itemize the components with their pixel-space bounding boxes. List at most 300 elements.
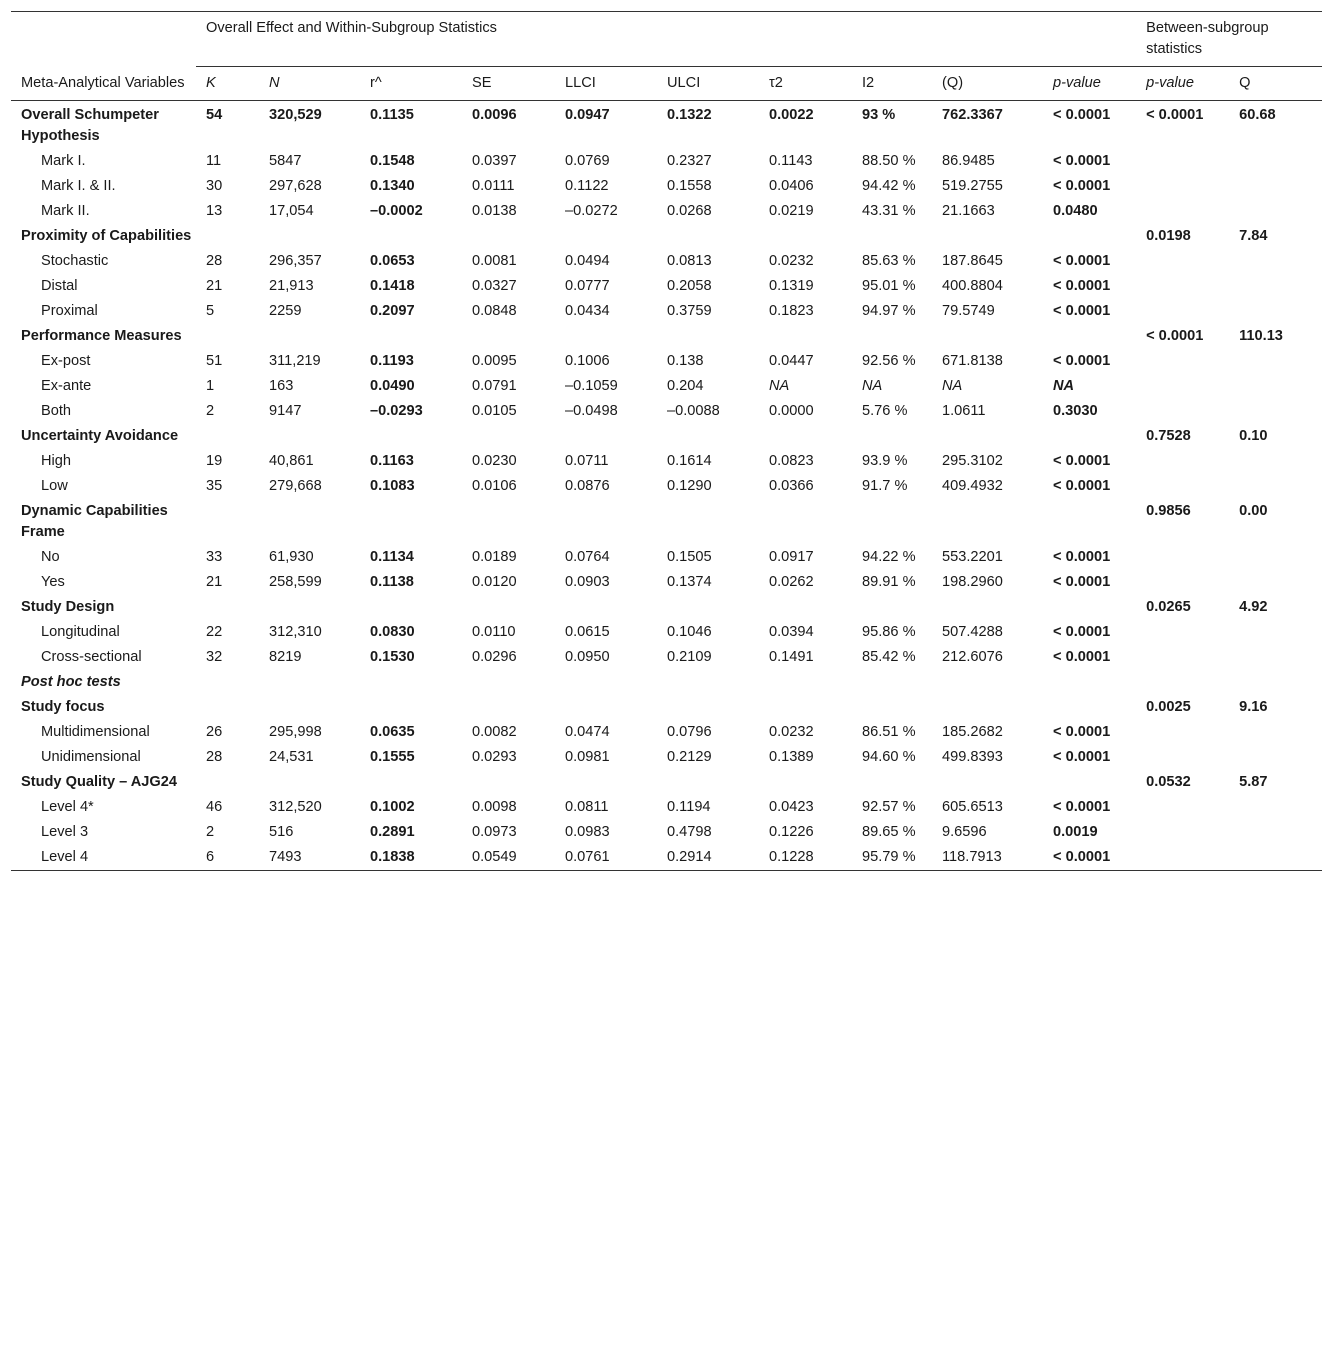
group-label: Overall Schumpeter Hypothesis — [21, 107, 159, 144]
cell-se: 0.0327 — [472, 278, 517, 294]
cell-q: 409.4932 — [942, 478, 1003, 494]
cell-bq — [1229, 199, 1322, 224]
cell-tau: 0.0232 — [769, 724, 814, 740]
cell-tau: 0.0366 — [769, 478, 814, 494]
cell-se: 0.0397 — [472, 153, 517, 169]
cell-k: 22 — [206, 624, 223, 640]
cell-llci: 0.0950 — [565, 649, 610, 665]
cell-se: 0.0106 — [472, 478, 517, 494]
cell-llci: 0.0761 — [565, 849, 610, 865]
cell-se: 0.0098 — [472, 799, 517, 815]
col-variables: Meta-Analytical Variables — [11, 67, 196, 101]
subgroup-label: No — [41, 549, 60, 565]
cell-tau — [759, 695, 852, 720]
cell-bp — [1136, 149, 1229, 174]
cell-tau — [759, 499, 852, 545]
cell-ulci — [657, 499, 759, 545]
cell-bq: 110.13 — [1239, 328, 1283, 344]
cell-p: < 0.0001 — [1053, 153, 1111, 169]
cell-p: < 0.0001 — [1053, 624, 1111, 640]
cell-p: < 0.0001 — [1053, 453, 1111, 469]
table-row — [11, 274, 1322, 299]
cell-r: –0.0002 — [370, 203, 423, 219]
cell-i2: 88.50 % — [862, 153, 916, 169]
cell-n: 311,219 — [269, 353, 321, 369]
cell-se: 0.0120 — [472, 574, 517, 590]
table-row — [11, 545, 1322, 570]
cell-r: 0.0490 — [370, 378, 415, 394]
table-row — [11, 595, 1322, 620]
group-label: Uncertainty Avoidance — [21, 428, 179, 444]
cell-k: 26 — [206, 724, 223, 740]
cell-llci: 0.0983 — [565, 824, 610, 840]
cell-tau: 0.0232 — [769, 253, 814, 269]
cell-i2: 89.91 % — [862, 574, 916, 590]
cell-q: 198.2960 — [942, 574, 1003, 590]
cell-r: 0.1555 — [370, 749, 415, 765]
col-llci: LLCI — [555, 67, 657, 101]
cell-n: 320,529 — [269, 107, 322, 123]
cell-i2: 86.51 % — [862, 724, 916, 740]
cell-bq — [1229, 299, 1322, 324]
cell-bp: 0.9856 — [1146, 503, 1191, 519]
table-row — [11, 845, 1322, 871]
cell-k — [196, 424, 259, 449]
cell-tau: 0.1491 — [769, 649, 814, 665]
cell-i2: 93.9 % — [862, 453, 908, 469]
cell-q: 499.8393 — [942, 749, 1003, 765]
cell-i2: 85.63 % — [862, 253, 916, 269]
cell-q: 185.2682 — [942, 724, 1003, 740]
cell-bp: < 0.0001 — [1146, 328, 1204, 344]
cell-tau — [759, 324, 852, 349]
cell-n — [259, 324, 360, 349]
col-ulci: ULCI — [657, 67, 759, 101]
cell-ulci: 0.0268 — [667, 203, 712, 219]
cell-q: 187.8645 — [942, 253, 1003, 269]
cell-n: 21,913 — [269, 278, 314, 294]
subgroup-label: Longitudinal — [41, 624, 120, 640]
table-body — [11, 101, 1322, 871]
cell-r — [360, 695, 462, 720]
table-row — [11, 424, 1322, 449]
table-row — [11, 770, 1322, 795]
cell-i2 — [852, 424, 932, 449]
cell-bp — [1136, 570, 1229, 595]
cell-k: 21 — [206, 278, 223, 294]
cell-q: 671.8138 — [942, 353, 1003, 369]
cell-bp — [1136, 820, 1229, 845]
cell-bq — [1229, 349, 1322, 374]
cell-p: < 0.0001 — [1053, 649, 1111, 665]
cell-p: 0.3030 — [1053, 403, 1098, 419]
cell-bp — [1136, 545, 1229, 570]
cell-bq — [1229, 570, 1322, 595]
cell-i2: 92.57 % — [862, 799, 916, 815]
subgroup-label: Level 4 — [41, 849, 89, 865]
cell-bp — [1136, 299, 1229, 324]
cell-ulci: 0.138 — [667, 353, 704, 369]
cell-q — [932, 324, 1043, 349]
cell-r: 0.1002 — [370, 799, 415, 815]
cell-ulci: 0.1614 — [667, 453, 712, 469]
table-row — [11, 670, 1322, 695]
cell-llci — [555, 424, 657, 449]
cell-se — [462, 695, 555, 720]
cell-p: < 0.0001 — [1053, 799, 1111, 815]
col-i2: I2 — [852, 67, 932, 101]
cell-ulci: 0.1290 — [667, 478, 712, 494]
cell-p: < 0.0001 — [1053, 574, 1111, 590]
cell-bp — [1136, 845, 1229, 871]
cell-bp: 0.0025 — [1146, 699, 1191, 715]
cell-k — [196, 324, 259, 349]
cell-ulci: 0.0796 — [667, 724, 712, 740]
cell-i2: 94.60 % — [862, 749, 916, 765]
cell-r: 0.1340 — [370, 178, 415, 194]
cell-tau: 0.0917 — [769, 549, 814, 565]
cell-ulci: 0.2129 — [667, 749, 712, 765]
cell-k: 2 — [206, 403, 215, 419]
subgroup-label: Level 4* — [41, 799, 94, 815]
subgroup-label: Stochastic — [41, 253, 109, 269]
table-row — [11, 720, 1322, 745]
cell-bp — [1136, 720, 1229, 745]
cell-p: < 0.0001 — [1053, 303, 1111, 319]
cell-se: 0.0973 — [472, 824, 517, 840]
cell-k: 28 — [206, 749, 223, 765]
cell-bq — [1229, 399, 1322, 424]
subgroup-label: Low — [41, 478, 68, 494]
cell-llci: –0.1059 — [565, 378, 618, 394]
cell-k: 33 — [206, 549, 223, 565]
cell-p: < 0.0001 — [1053, 724, 1111, 740]
cell-se: 0.0095 — [472, 353, 517, 369]
cell-tau — [759, 424, 852, 449]
cell-se: 0.0081 — [472, 253, 517, 269]
cell-se: 0.0848 — [472, 303, 517, 319]
cell-tau: 0.0000 — [769, 403, 814, 419]
cell-q: 1.0611 — [942, 403, 986, 419]
cell-bp: 0.0265 — [1146, 599, 1191, 615]
cell-n — [259, 770, 360, 795]
cell-n — [259, 424, 360, 449]
group-label: Performance Measures — [21, 328, 182, 344]
col-between-p-value: p-value — [1136, 67, 1229, 101]
cell-k: 21 — [206, 574, 223, 590]
posthoc-label: Post hoc tests — [21, 674, 121, 690]
cell-bq — [1229, 149, 1322, 174]
cell-p: < 0.0001 — [1053, 353, 1111, 369]
cell-r: 0.2097 — [370, 303, 415, 319]
cell-k — [196, 595, 259, 620]
cell-n: 8219 — [269, 649, 302, 665]
subgroup-label: Both — [41, 403, 72, 419]
cell-q — [932, 695, 1043, 720]
cell-tau: 0.1228 — [769, 849, 814, 865]
cell-bq — [1229, 174, 1322, 199]
cell-q: 605.6513 — [942, 799, 1003, 815]
cell-k: 2 — [206, 824, 215, 840]
cell-se: 0.0138 — [472, 203, 517, 219]
cell-bp — [1136, 349, 1229, 374]
cell-r: 0.1530 — [370, 649, 415, 665]
cell-i2: 92.56 % — [862, 353, 916, 369]
cell-bp — [1136, 199, 1229, 224]
cell-llci: 0.0764 — [565, 549, 610, 565]
table-row — [11, 620, 1322, 645]
table-row — [11, 499, 1322, 545]
cell-ulci — [657, 595, 759, 620]
cell-bq: 4.92 — [1239, 599, 1268, 615]
cell-ulci: 0.204 — [667, 378, 704, 394]
col-se: SE — [462, 67, 555, 101]
cell-se: 0.0293 — [472, 749, 517, 765]
cell-tau — [759, 770, 852, 795]
cell-tau: 0.1823 — [769, 303, 814, 319]
cell-se: 0.0082 — [472, 724, 517, 740]
table-row — [11, 299, 1322, 324]
cell-ulci: 0.2109 — [667, 649, 712, 665]
cell-r: 0.1163 — [370, 453, 414, 469]
col-p-value: p-value — [1043, 67, 1136, 101]
cell-se: 0.0189 — [472, 549, 517, 565]
cell-n: 7493 — [269, 849, 302, 865]
cell-n: 17,054 — [269, 203, 314, 219]
cell-r — [360, 224, 462, 249]
cell-ulci: 0.3759 — [667, 303, 712, 319]
header-column-row — [11, 67, 1322, 101]
cell-se: 0.0296 — [472, 649, 517, 665]
cell-llci: 0.1006 — [565, 353, 610, 369]
cell-tau: 0.1143 — [769, 153, 813, 169]
cell-p — [1043, 224, 1136, 249]
cell-tau: 0.0394 — [769, 624, 814, 640]
cell-bq: 60.68 — [1239, 107, 1276, 123]
cell-n — [259, 595, 360, 620]
cell-k — [196, 695, 259, 720]
cell-se — [462, 424, 555, 449]
cell-r: 0.1138 — [370, 574, 414, 590]
cell-p: 0.0019 — [1053, 824, 1098, 840]
cell-q: 9.6596 — [942, 824, 987, 840]
cell-bq — [1229, 820, 1322, 845]
cell-se: 0.0791 — [472, 378, 517, 394]
cell-ulci — [657, 324, 759, 349]
cell-q: 118.7913 — [942, 849, 1002, 865]
cell-i2 — [852, 499, 932, 545]
cell-bp — [1136, 620, 1229, 645]
cell-ulci: 0.1322 — [667, 107, 712, 123]
cell-ulci: 0.4798 — [667, 824, 712, 840]
cell-tau: 0.0823 — [769, 453, 814, 469]
cell-n: 279,668 — [269, 478, 322, 494]
cell-p — [1043, 499, 1136, 545]
cell-i2: 94.22 % — [862, 549, 916, 565]
cell-tau: 0.0447 — [769, 353, 814, 369]
subgroup-label: Proximal — [41, 303, 98, 319]
cell-q: NA — [942, 378, 963, 394]
cell-bq — [1229, 720, 1322, 745]
cell-r: 0.0635 — [370, 724, 415, 740]
cell-ulci — [657, 695, 759, 720]
cell-bq — [1229, 795, 1322, 820]
cell-ulci: 0.1374 — [667, 574, 712, 590]
col-q: (Q) — [932, 67, 1043, 101]
cell-q — [932, 770, 1043, 795]
cell-i2 — [852, 324, 932, 349]
cell-p: < 0.0001 — [1053, 107, 1111, 123]
cell-bp — [1136, 174, 1229, 199]
cell-i2: 91.7 % — [862, 478, 908, 494]
cell-i2: 93 % — [862, 107, 896, 123]
cell-bq — [1229, 474, 1322, 499]
cell-llci — [555, 770, 657, 795]
cell-i2: 85.42 % — [862, 649, 916, 665]
table-row — [11, 795, 1322, 820]
cell-se: 0.0105 — [472, 403, 517, 419]
cell-ulci — [657, 224, 759, 249]
cell-bq — [1229, 374, 1322, 399]
cell-n: 295,998 — [269, 724, 322, 740]
cell-tau: 0.1389 — [769, 749, 814, 765]
cell-se: 0.0110 — [472, 624, 516, 640]
cell-llci: 0.1122 — [565, 178, 609, 194]
cell-p: NA — [1053, 378, 1075, 394]
cell-ulci — [657, 770, 759, 795]
cell-r: 0.1193 — [370, 353, 414, 369]
cell-llci — [555, 324, 657, 349]
cell-ulci: 0.2327 — [667, 153, 712, 169]
table-row — [11, 349, 1322, 374]
header-group-row — [11, 12, 1322, 67]
subgroup-label: Ex-post — [41, 353, 91, 369]
cell-i2 — [852, 695, 932, 720]
cell-bq: 7.84 — [1239, 228, 1268, 244]
cell-ulci: 0.1505 — [667, 549, 712, 565]
cell-tau — [759, 595, 852, 620]
cell-r: –0.0293 — [370, 403, 423, 419]
cell-q — [932, 224, 1043, 249]
header-group-between: Between-subgroup statistics — [1146, 20, 1269, 57]
cell-i2: 95.86 % — [862, 624, 916, 640]
cell-p: < 0.0001 — [1053, 478, 1111, 494]
cell-r — [360, 424, 462, 449]
cell-r: 0.0653 — [370, 253, 415, 269]
col-k: K — [196, 67, 259, 101]
table-row — [11, 695, 1322, 720]
cell-k: 46 — [206, 799, 223, 815]
cell-r: 0.0830 — [370, 624, 415, 640]
table-row — [11, 149, 1322, 174]
cell-i2 — [852, 224, 932, 249]
cell-tau: 0.0262 — [769, 574, 814, 590]
cell-q — [932, 499, 1043, 545]
cell-bq: 0.10 — [1239, 428, 1268, 444]
table-row — [11, 570, 1322, 595]
cell-p — [1043, 770, 1136, 795]
cell-n: 312,310 — [269, 624, 322, 640]
cell-bp — [1136, 274, 1229, 299]
cell-r: 0.1135 — [370, 107, 414, 123]
cell-i2: 89.65 % — [862, 824, 916, 840]
cell-ulci: –0.0088 — [667, 403, 720, 419]
subgroup-label: Unidimensional — [41, 749, 141, 765]
cell-se — [462, 224, 555, 249]
cell-k: 32 — [206, 649, 223, 665]
cell-r: 0.1838 — [370, 849, 415, 865]
cell-q: 553.2201 — [942, 549, 1003, 565]
cell-r: 0.2891 — [370, 824, 415, 840]
cell-llci: –0.0272 — [565, 203, 618, 219]
cell-llci: –0.0498 — [565, 403, 618, 419]
table-row — [11, 474, 1322, 499]
cell-bq: 0.00 — [1239, 503, 1268, 519]
cell-tau — [759, 224, 852, 249]
subgroup-label: Mark I. & II. — [41, 178, 116, 194]
cell-bp: 0.7528 — [1146, 428, 1191, 444]
cell-p — [1043, 695, 1136, 720]
cell-i2: 95.01 % — [862, 278, 916, 294]
cell-n: 9147 — [269, 403, 302, 419]
cell-p: < 0.0001 — [1053, 849, 1111, 865]
cell-i2 — [852, 770, 932, 795]
cell-ulci — [657, 424, 759, 449]
cell-llci: 0.0981 — [565, 749, 610, 765]
cell-q: 212.6076 — [942, 649, 1003, 665]
subgroup-label: Ex-ante — [41, 378, 92, 394]
cell-ulci: 0.1558 — [667, 178, 712, 194]
cell-se — [462, 324, 555, 349]
cell-n: 312,520 — [269, 799, 322, 815]
cell-bq — [1229, 620, 1322, 645]
cell-llci — [555, 695, 657, 720]
cell-ulci: 0.0813 — [667, 253, 712, 269]
cell-k — [196, 770, 259, 795]
col-r: r^ — [360, 67, 462, 101]
cell-k: 19 — [206, 453, 223, 469]
group-label: Study focus — [21, 699, 105, 715]
cell-p: < 0.0001 — [1053, 749, 1111, 765]
cell-llci: 0.0876 — [565, 478, 610, 494]
cell-q: 400.8804 — [942, 278, 1003, 294]
cell-bp — [1136, 399, 1229, 424]
cell-bp — [1136, 474, 1229, 499]
cell-ulci: 0.1046 — [667, 624, 712, 640]
cell-k: 6 — [206, 849, 215, 865]
cell-q: 295.3102 — [942, 453, 1003, 469]
group-label: Study Design — [21, 599, 115, 615]
cell-p: < 0.0001 — [1053, 178, 1111, 194]
cell-q — [932, 595, 1043, 620]
col-n: N — [259, 67, 360, 101]
col-between-q: Q — [1229, 67, 1322, 101]
cell-r: 0.1083 — [370, 478, 415, 494]
cell-n: 2259 — [269, 303, 302, 319]
cell-se: 0.0096 — [472, 107, 517, 123]
cell-n: 258,599 — [269, 574, 322, 590]
table-row — [11, 174, 1322, 199]
cell-bp — [1136, 745, 1229, 770]
table-row — [11, 820, 1322, 845]
cell-tau: 0.0423 — [769, 799, 814, 815]
cell-llci: 0.0903 — [565, 574, 610, 590]
cell-bp: 0.0532 — [1146, 774, 1191, 790]
table-row — [11, 374, 1322, 399]
cell-r — [360, 770, 462, 795]
cell-q: 507.4288 — [942, 624, 1003, 640]
cell-n — [259, 695, 360, 720]
